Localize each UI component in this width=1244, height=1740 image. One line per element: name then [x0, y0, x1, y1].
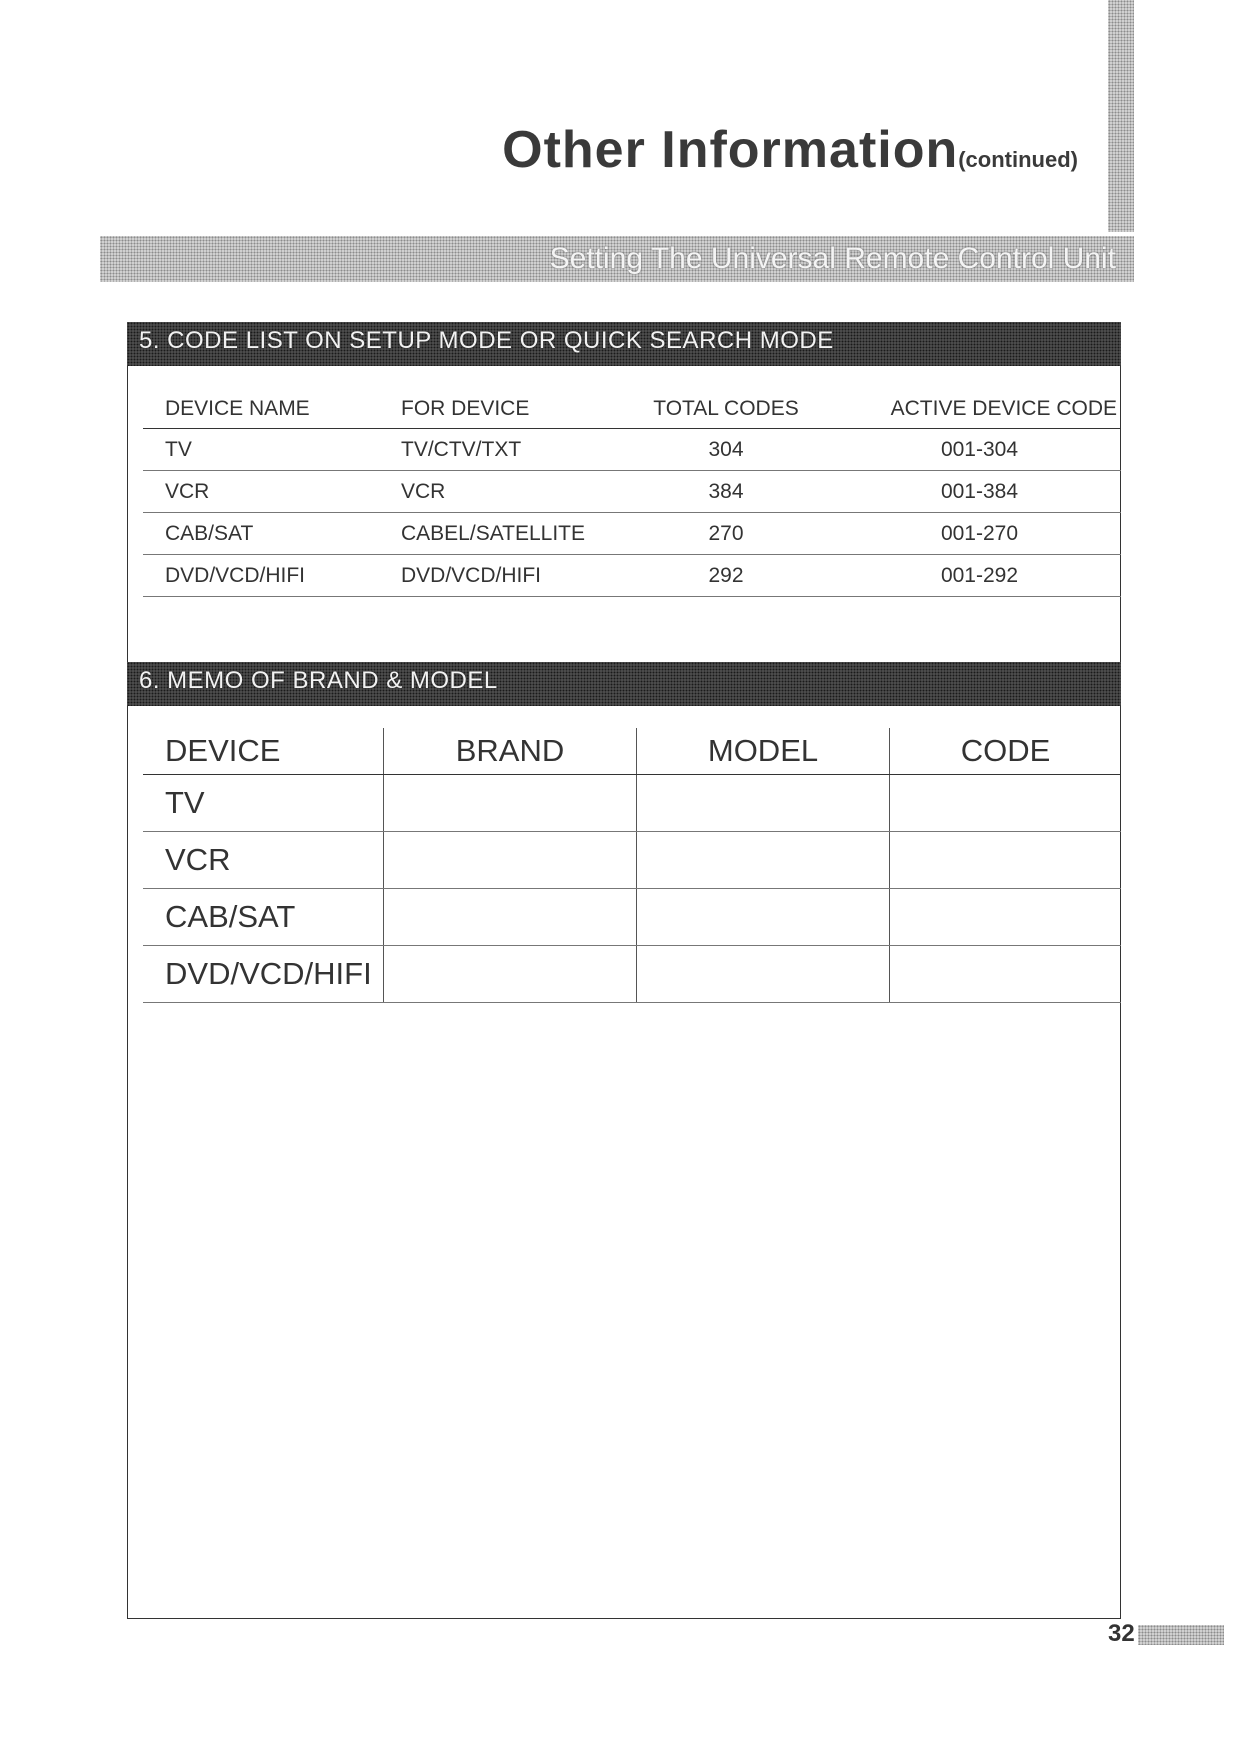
memo-device-cell: VCR	[143, 832, 384, 889]
memo-header-row	[143, 728, 1121, 775]
brand-cell[interactable]	[384, 832, 637, 889]
col-active-device-code: ACTIVE DEVICE CODE	[890, 397, 1117, 420]
model-cell[interactable]	[637, 889, 890, 946]
table-row	[143, 471, 1121, 513]
section-banner	[100, 236, 1134, 282]
col-total-codes: TOTAL CODES	[653, 397, 799, 420]
table-row	[143, 832, 1121, 889]
device-name-cell: DVD/VCD/HIFI	[143, 555, 379, 597]
memo-table	[143, 728, 1121, 1003]
model-cell[interactable]	[637, 775, 890, 832]
page-title-main: Other Information	[502, 121, 959, 179]
total-codes-cell: 384	[614, 471, 816, 513]
col-device: DEVICE	[143, 728, 384, 775]
col-device-name: DEVICE NAME	[165, 397, 310, 420]
device-name-cell: TV	[143, 429, 379, 471]
for-device-cell: CABEL/SATELLITE	[379, 513, 614, 555]
page-number-strip	[1138, 1625, 1224, 1645]
section-6-heading	[127, 662, 1121, 706]
section-5-heading-text: 5. CODE LIST ON SETUP MODE OR QUICK SEARCH MODE	[139, 327, 834, 354]
table-row	[143, 889, 1121, 946]
device-name-cell: CAB/SAT	[143, 513, 379, 555]
memo-device-cell: CAB/SAT	[143, 889, 384, 946]
brand-cell[interactable]	[384, 889, 637, 946]
total-codes-cell: 270	[614, 513, 816, 555]
code-cell[interactable]	[890, 946, 1122, 1003]
table-row	[143, 775, 1121, 832]
for-device-cell: VCR	[379, 471, 614, 513]
for-device-cell: TV/CTV/TXT	[379, 429, 614, 471]
device-name-cell: VCR	[143, 471, 379, 513]
col-model: MODEL	[637, 728, 890, 775]
table-row	[143, 946, 1121, 1003]
active-code-cell: 001-304	[816, 429, 1121, 471]
model-cell[interactable]	[637, 832, 890, 889]
active-code-cell: 001-270	[816, 513, 1121, 555]
code-cell[interactable]	[890, 832, 1122, 889]
code-list-header-row	[143, 390, 1121, 429]
table-row	[143, 555, 1121, 597]
total-codes-cell: 304	[614, 429, 816, 471]
table-row	[143, 513, 1121, 555]
page-title-suffix: (continued)	[958, 147, 1078, 172]
table-row	[143, 429, 1121, 471]
code-cell[interactable]	[890, 775, 1122, 832]
for-device-cell: DVD/VCD/HIFI	[379, 555, 614, 597]
section-6-heading-text: 6. MEMO OF BRAND & MODEL	[139, 667, 498, 694]
code-list-table	[143, 390, 1121, 597]
section-5-heading	[127, 322, 1121, 366]
memo-device-cell: DVD/VCD/HIFI	[143, 946, 384, 1003]
decorative-strip	[1108, 0, 1134, 232]
col-brand: BRAND	[384, 728, 637, 775]
active-code-cell: 001-384	[816, 471, 1121, 513]
code-cell[interactable]	[890, 889, 1122, 946]
col-for-device: FOR DEVICE	[401, 397, 530, 420]
active-code-cell: 001-292	[816, 555, 1121, 597]
section-banner-text: Setting The Universal Remote Control Unit	[549, 242, 1116, 275]
page-number: 32	[1108, 1620, 1135, 1647]
total-codes-cell: 292	[614, 555, 816, 597]
brand-cell[interactable]	[384, 946, 637, 1003]
brand-cell[interactable]	[384, 775, 637, 832]
page-title	[502, 120, 1078, 180]
col-code: CODE	[890, 728, 1122, 775]
memo-device-cell: TV	[143, 775, 384, 832]
model-cell[interactable]	[637, 946, 890, 1003]
